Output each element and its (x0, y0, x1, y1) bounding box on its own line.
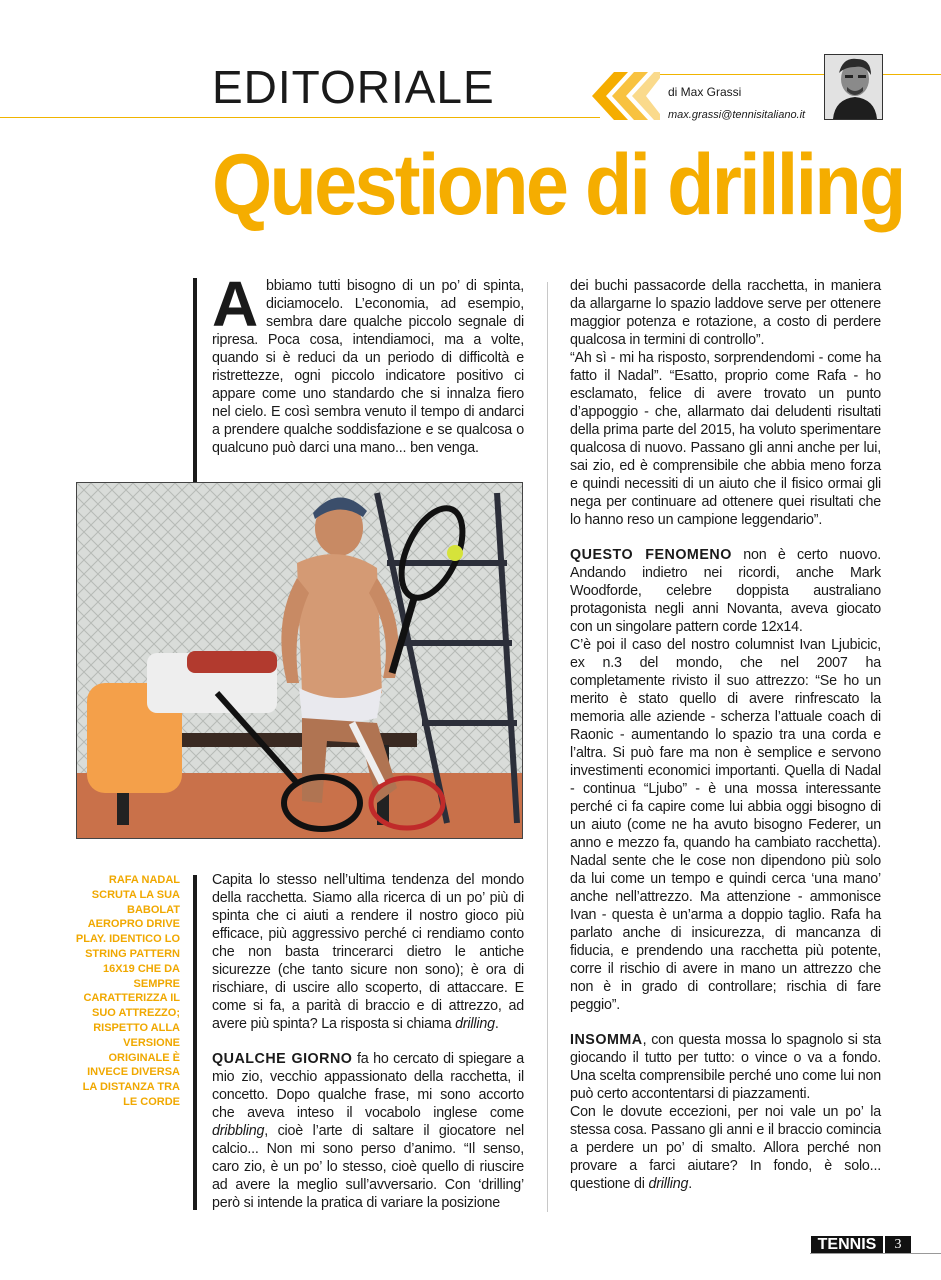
chevron-left-icon (588, 72, 660, 120)
paragraph: dei buchi passacorde della racchetta, in maniera da allargarne lo spazio laddove serve per ottenere maggior potenza e rotazione, a costo di perdere qualcosa in termini di controllo”. (570, 278, 881, 348)
header-rule-right (660, 74, 941, 75)
paragraph-lead: QUESTO FENOMENO (570, 547, 732, 563)
headline: Questione di drilling (212, 137, 904, 233)
author-photo (824, 54, 883, 120)
text-run: non è certo nuovo. Andando indietro nei ricordi, anche Mark Woodforde, celebre doppista australiano protagonista negli anni Novanta, aveva giocato con un singolare pattern corde 12x14. (570, 547, 881, 635)
footer-rule (810, 1253, 941, 1254)
italic-term: drilling (455, 1016, 495, 1032)
text-run: , con questa mossa lo spagnolo si sta giocando il tutto per tutto: o vince o va a fondo. Una scelta comprensibile perché uno come lui non può certo accontentarsi di piazzamenti. (570, 1032, 881, 1102)
column-divider (547, 282, 548, 1212)
paragraph-lead: INSOMMA (570, 1032, 643, 1048)
page-number: 3 (885, 1236, 911, 1253)
right-column-text (570, 277, 881, 1193)
text-run: . (688, 1176, 692, 1192)
article-photo (76, 482, 523, 839)
header-rule-left (0, 117, 600, 118)
text-run: Capita lo stesso nell’ultima tendenza del mondo della racchetta. Siamo alla ricerca di un po’ più di spinta che ci aiuti a rendere il nostro gioco più efficace, più aggressivo perché ci rendiamo conto che non basta trincerarci dietro le antiche sicurezze (che tanto sicure non sono); è ora di rischiare, di uscire allo scoperto, di attaccare. E come si fa, a parità di braccio e di attrezzo, ad avere più spinta? La risposta si chiama (212, 872, 524, 1032)
magazine-logo: TENNIS (811, 1236, 883, 1253)
column-bar-bottom (193, 875, 197, 1210)
section-title: EDITORIALE (212, 61, 495, 113)
italic-term: dribbling (212, 1123, 265, 1139)
author-name: di Max Grassi (668, 85, 742, 99)
photo-caption: RAFA NADAL SCRUTA LA SUA BABOLAT AEROPRO DRIVE PLAY. IDENTICO LO STRING PATTERN 16X19 CHE DA SEMPRE CARATTERIZZA IL SUO ATTREZZO; RISPETTO ALLA VERSIONE ORIGINALE È INVECE DIVERSA LA DISTANZA TRA LE CORDE (75, 874, 180, 1108)
paragraph (570, 1103, 881, 1193)
author-email[interactable]: max.grassi@tennisitaliano.it (668, 109, 806, 121)
text-run: . (494, 1016, 499, 1032)
paragraph: “Ah sì - mi ha risposto, sorprendendomi - come ha fatto il Nadal”. “Esatto, proprio come Rafa - ho esclamato, felice di avere trovato un punto d’appoggio - che, allarmato dai deludenti risultati della prima parte del 2015, ha voluto sperimentare qualcosa di nuovo. Passano gli anni anche per lui, sai zio, ed è comprensibile che abbia meno forza e quindi necessiti di un aiuto che il fisico ormai gli nega per continuare ad ottenere quei risultati che lo hanno reso un campione leggendario”. (570, 350, 881, 528)
italic-term: drilling (648, 1176, 689, 1192)
column-bar-top (193, 278, 197, 483)
text-run: fa ho cercato di spiegare a mio zio, vecchio appassionato della racchetta, il concetto. Dopo qualche frase, mi sono accorto che aveva inteso il vocabolo inglese come (212, 1051, 524, 1121)
intro-paragraph (212, 268, 524, 457)
drop-cap: A (212, 268, 259, 340)
intro-text: bbiamo tutti bisogno di un po’ di spinta, diciamocelo. L’economia, ad esempio, sembra dare qualche piccolo segnale di ripresa. Poca cosa, intendiamoci, ma a volte, quando si è reduci da un periodo di difficoltà e ristrettezze, ogni piccolo indicatore positivo ci appare come uno standardo che si innalza fiero nel cielo. E così sembra venuto il tempo di andarci a prendere qualche soddisfazione e se qualcosa o qualcuno può darci una mano... ben venga. (212, 278, 524, 456)
text-run: , cioè l’arte di saltare il giocatore nel calcio... Non mi sono perso d’animo. “Il senso, caro zio, è un po’ lo stesso, cioè quello di riuscire ad avere la meglio sull’avversario. Con ‘drilling’ però si intende la pratica di variare la posizione (212, 1123, 524, 1211)
paragraph (570, 1031, 881, 1103)
paragraph (212, 1050, 524, 1212)
paragraph-lead: QUALCHE GIORNO (212, 1051, 353, 1067)
paragraph (570, 546, 881, 636)
text-run: Con le dovute eccezioni, per noi vale un po’ la stessa cosa. Passano gli anni e il braccio comincia a perdere un po’ di smalto. Allora perché non provare a farci aiutare? In fondo, è solo... questione di (570, 1104, 881, 1192)
paragraph: C’è poi il caso del nostro columnist Ivan Ljubicic, ex n.3 del mondo, che nel 2007 ha completamente rivisto il suo attrezzo: “Se ho un merito è stato quello di avere rinfrescato la memoria alle aziende - scherza l’attuale coach di Raonic - aumentando lo spazio tra una corda e l’altra. Si può fare ma non è semplice e servono investimenti economici importanti. Quella di Nadal - continua “Ljubo” - è una mossa interessante perché ci fa capire come lui abbia oggi bisogno di un aiuto (come ne ha avuto bisogno Federer, un anno e mezzo fa, quando ha cambiato racchetta). Nadal sente che le cose non dipendono più solo da lui come un tempo e quindi cerca ‘una mano’ anche nell’attrezzo. Ma attenzione - ammonisce Ivan - questa è un’arma a doppio taglio. Rafa ha parlato anche di insicurezza, di mancanza di fiducia, e prendendo una racchetta più potente, corre il rischio di avere in mano un attrezzo che non è in grado di controllare; rischia di fare peggio”. (570, 637, 881, 1013)
paragraph (212, 871, 524, 1033)
left-column-text (212, 871, 524, 1212)
